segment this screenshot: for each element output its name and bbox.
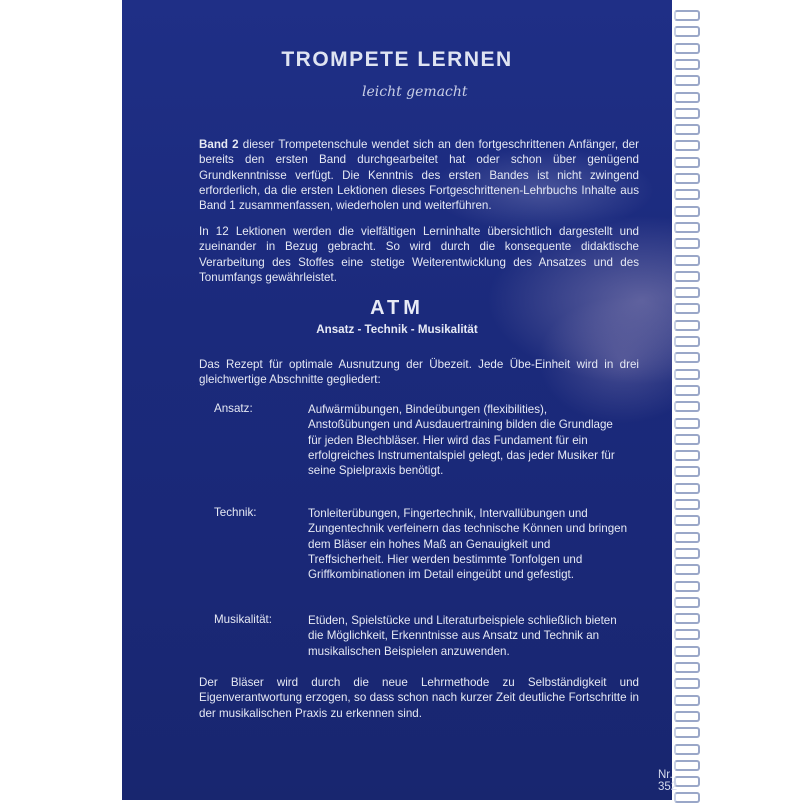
technik-text: Tonleiterübungen, Fingertechnik, Intervallübungen und Zungentechnik verfeinern das technische Können und bringen dem Bläser ein hohes Maß an Genauigkeit und Treffsicherheit. Hier werden bestimmte Tonfolgen und Griffkombinationen im Detail eingeübt und gefestigt.	[308, 507, 628, 582]
atm-subheading: Ansatz - Technik - Musikalität	[316, 323, 478, 336]
spiral-coil	[674, 108, 700, 119]
spiral-coil	[674, 760, 700, 771]
spiral-coil	[674, 776, 700, 787]
band-label: Band 2	[199, 138, 239, 151]
spiral-coil	[674, 744, 700, 755]
ansatz-text: Aufwärmübungen, Bindeübungen (flexibilities), Anstoßübungen und Ausdauertraining bilden die Grundlage für jeden Blechbläser. Hier wird das Fundament für ein erfolgreiches Instrumentalspiel gelegt, das jeder Musiker für seine Spielpraxis benötigt.	[308, 403, 615, 478]
spiral-coil	[674, 75, 700, 86]
spiral-coil	[674, 92, 700, 103]
spiral-binding	[672, 0, 702, 800]
spiral-coil	[674, 369, 700, 380]
spiral-coil	[674, 418, 700, 429]
spiral-coil	[674, 434, 700, 445]
spiral-coil	[674, 792, 700, 803]
intro-paragraph-2: In 12 Lektionen werden die vielfältigen Lerninhalte übersichtlich dargestellt und zueinander in Bezug gebracht. So wird durch die konsequente didaktische Verarbeitung des Stoffes eine stetige Weiterentwicklung des Ansatzes und des Tonumfangs gewährleistet.	[199, 225, 639, 284]
spiral-coil	[674, 564, 700, 575]
spiral-coil	[674, 271, 700, 282]
intro-text-1: dieser Trompetenschule wendet sich an den fortgeschrittenen Anfänger, der bereits den ersten Band durchgearbeitet hat oder schon über genügend Grundkenntnisse verfügt. Die Kenntnis des ersten Bandes ist nicht zwingend erforderlich, da die ersten Lektionen dieses Fortgeschrittenen-Lehrbuchs Inhalte aus Band 1 zusammenfassen, wiederholen und weiterführen.	[199, 138, 639, 213]
conclusion-paragraph: Der Bläser wird durch die neue Lehrmethode zu Selbständigkeit und Eigenverantwortung erzogen, so dass schon nach kurzer Zeit deutliche Fortschritte in der musikalischen Praxis zu erkennen sind.	[199, 676, 639, 720]
spiral-coil	[674, 287, 700, 298]
spiral-coil	[674, 613, 700, 624]
spiral-coil	[674, 336, 700, 347]
spiral-coil	[674, 352, 700, 363]
technik-label: Technik:	[214, 506, 257, 519]
spiral-coil	[674, 678, 700, 689]
spiral-coil	[674, 646, 700, 657]
book-back-cover	[122, 0, 678, 800]
atm-heading: ATM	[370, 297, 424, 319]
spiral-coil	[674, 255, 700, 266]
spiral-coil	[674, 711, 700, 722]
spiral-coil	[674, 320, 700, 331]
spiral-coil	[674, 173, 700, 184]
spiral-coil	[674, 662, 700, 673]
spiral-coil	[674, 483, 700, 494]
intro-paragraph-1	[199, 137, 639, 213]
spiral-coil	[674, 206, 700, 217]
spiral-coil	[674, 629, 700, 640]
catalog-number: Nr. 352	[658, 769, 678, 793]
spiral-coil	[674, 303, 700, 314]
spiral-coil	[674, 124, 700, 135]
spiral-coil	[674, 532, 700, 543]
spiral-coil	[674, 43, 700, 54]
musikalitaet-text: Etüden, Spielstücke und Literaturbeispiele schließlich bieten die Möglichkeit, Erkenntnisse aus Ansatz und Technik an musikalischen Beispielen anzuwenden.	[308, 614, 617, 658]
spiral-coil	[674, 727, 700, 738]
spiral-coil	[674, 499, 700, 510]
spiral-coil	[674, 695, 700, 706]
spiral-coil	[674, 222, 700, 233]
spiral-coil	[674, 548, 700, 559]
book-title: TROMPETE LERNEN	[281, 48, 513, 71]
spiral-coil	[674, 515, 700, 526]
spiral-coil	[674, 466, 700, 477]
spiral-coil	[674, 189, 700, 200]
musikalitaet-label: Musikalität:	[214, 613, 272, 626]
spiral-coil	[674, 581, 700, 592]
spiral-coil	[674, 597, 700, 608]
spiral-coil	[674, 450, 700, 461]
book-subtitle: leicht gemacht	[362, 84, 468, 100]
spiral-coil	[674, 238, 700, 249]
spiral-coil	[674, 385, 700, 396]
spiral-coil	[674, 140, 700, 151]
spiral-coil	[674, 10, 700, 21]
ansatz-label: Ansatz:	[214, 402, 253, 415]
spiral-coil	[674, 26, 700, 37]
atm-intro: Das Rezept für optimale Ausnutzung der Übezeit. Jede Übe-Einheit wird in drei gleichwertige Abschnitte gegliedert:	[199, 358, 639, 387]
spiral-coil	[674, 59, 700, 70]
spiral-coil	[674, 401, 700, 412]
spiral-coil	[674, 157, 700, 168]
